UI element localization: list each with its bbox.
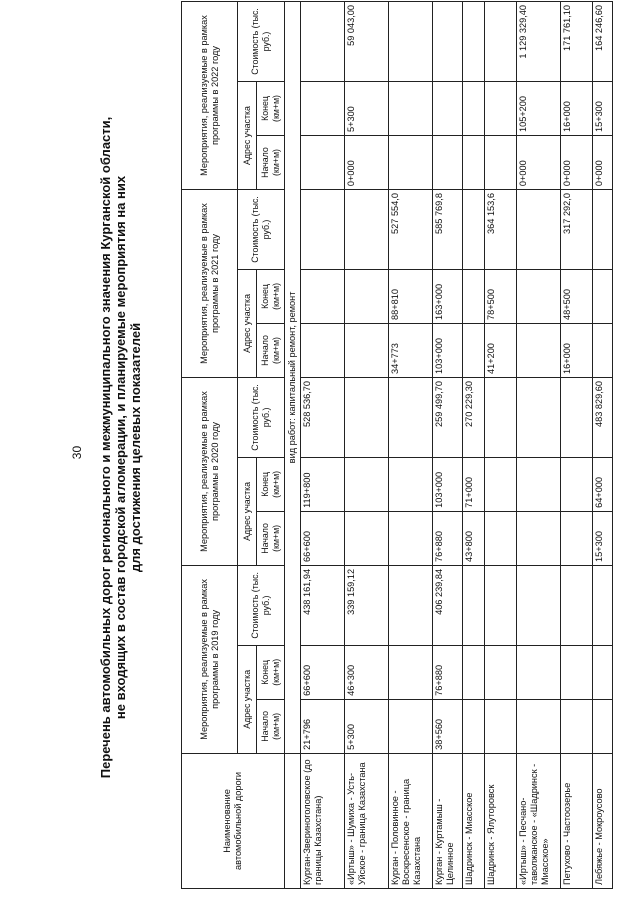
cost-cell	[517, 565, 561, 645]
cost-cell: 527 554,0	[389, 190, 433, 270]
start-cell: 0+000	[345, 136, 389, 190]
end-cell: 66+600	[301, 645, 345, 699]
start-cell	[463, 323, 485, 377]
end-cell	[463, 81, 485, 135]
address-header: Адрес участка	[238, 81, 257, 189]
year-group-header: Мероприятия, реализуемые в рамках программы в 2019 году	[182, 565, 238, 753]
cost-cell	[593, 190, 613, 270]
year-group-header: Мероприятия, реализуемые в рамках программы в 2021 году	[182, 190, 238, 378]
start-cell	[485, 511, 517, 565]
cost-cell: 585 769,8	[433, 190, 463, 270]
end-cell	[485, 457, 517, 511]
title-line: Перечень автомобильных дорог регионального и межмуниципального значения Курганской области,	[98, 116, 113, 779]
cost-cell	[517, 190, 561, 270]
end-cell	[301, 81, 345, 135]
start-cell	[463, 136, 485, 190]
work-type-row: вид работ: капитальный ремонт, ремонт	[285, 2, 301, 754]
cost-cell: 364 153,6	[485, 190, 517, 270]
cost-cell	[517, 378, 561, 458]
cost-cell: 164 246,60	[593, 2, 613, 82]
start-cell: 43+800	[463, 511, 485, 565]
cost-cell	[485, 2, 517, 82]
end-cell	[389, 457, 433, 511]
year-group-header: Мероприятия, реализуемые в рамках программы в 2022 году	[182, 2, 238, 190]
end-cell: 48+500	[561, 269, 593, 323]
start-cell: 0+000	[561, 136, 593, 190]
cost-header: Стоимость (тыс. руб.)	[238, 565, 285, 645]
table-row	[593, 2, 613, 889]
year-group-header: Мероприятия, реализуемые в рамках программы в 2020 году	[182, 378, 238, 566]
start-cell: 41+200	[485, 323, 517, 377]
start-cell	[517, 323, 561, 377]
end-cell	[485, 81, 517, 135]
cost-header: Стоимость (тыс. руб.)	[238, 2, 285, 82]
end-header: Конец (км+м)	[257, 269, 285, 323]
start-cell: 15+300	[593, 511, 613, 565]
start-cell	[485, 136, 517, 190]
end-cell	[301, 269, 345, 323]
page-number: 30	[70, 445, 84, 460]
cost-cell	[561, 565, 593, 645]
end-cell: 163+000	[433, 269, 463, 323]
start-cell: 0+000	[517, 136, 561, 190]
road-name-cell: Курган-Звериноголовское (до границы Казахстана)	[301, 753, 345, 888]
end-cell	[593, 645, 613, 699]
cost-cell: 1 129 329,40	[517, 2, 561, 82]
table-row	[389, 2, 433, 889]
start-cell	[389, 699, 433, 753]
end-cell: 76+880	[433, 645, 463, 699]
table-row	[345, 2, 389, 889]
start-header: Начало (км+м)	[257, 136, 285, 190]
cost-cell	[561, 378, 593, 458]
start-cell: 21+796	[301, 699, 345, 753]
cost-cell	[463, 2, 485, 82]
start-cell	[517, 511, 561, 565]
end-cell	[561, 645, 593, 699]
start-cell	[345, 511, 389, 565]
end-cell: 64+000	[593, 457, 613, 511]
start-header: Начало (км+м)	[257, 323, 285, 377]
cost-cell	[485, 565, 517, 645]
roads-table	[181, 1, 613, 889]
road-name-cell: «Иртыш» - Шумиха - Усть-Уйское - граница Казахстана	[345, 753, 389, 888]
start-cell	[433, 136, 463, 190]
start-cell	[593, 699, 613, 753]
start-cell: 16+000	[561, 323, 593, 377]
start-cell	[561, 511, 593, 565]
end-header: Конец (км+м)	[257, 645, 285, 699]
table-row	[517, 2, 561, 889]
road-name-cell: Курган - Половинное - Воскресенское - граница Казахстана	[389, 753, 433, 888]
start-cell	[389, 136, 433, 190]
cost-cell: 339 159,12	[345, 565, 389, 645]
title-line: не входящих в состав городской агломерации, и планируемые мероприятия на них	[113, 175, 128, 720]
end-cell	[517, 457, 561, 511]
start-cell: 38+560	[433, 699, 463, 753]
end-cell: 103+000	[433, 457, 463, 511]
cost-cell	[389, 378, 433, 458]
start-cell: 76+880	[433, 511, 463, 565]
cost-cell: 528 536,70	[301, 378, 345, 458]
end-cell	[345, 457, 389, 511]
address-header: Адрес участка	[238, 269, 257, 377]
table-row	[463, 2, 485, 889]
end-cell	[517, 645, 561, 699]
road-name-cell: Петухово - Частоозерье	[561, 753, 593, 888]
end-cell	[433, 81, 463, 135]
cost-cell	[389, 565, 433, 645]
cost-cell	[433, 2, 463, 82]
end-cell: 71+000	[463, 457, 485, 511]
address-header: Адрес участка	[238, 645, 257, 753]
start-cell	[345, 323, 389, 377]
table-row	[485, 2, 517, 889]
start-cell	[593, 323, 613, 377]
cost-cell: 270 229,30	[463, 378, 485, 458]
end-cell	[389, 645, 433, 699]
start-cell: 103+000	[433, 323, 463, 377]
end-header: Конец (км+м)	[257, 81, 285, 135]
end-header: Конец (км+м)	[257, 457, 285, 511]
end-cell: 5+300	[345, 81, 389, 135]
end-cell	[463, 645, 485, 699]
start-cell: 34+773	[389, 323, 433, 377]
start-cell	[517, 699, 561, 753]
road-name-cell: Курган - Куртамыш - Целинное	[433, 753, 463, 888]
road-name-cell: Шадринск - Ялуторовск	[485, 753, 517, 888]
end-cell: 105+200	[517, 81, 561, 135]
start-cell	[301, 323, 345, 377]
document-title	[98, 85, 143, 810]
table-row	[433, 2, 463, 889]
end-cell	[389, 81, 433, 135]
road-name-header: Наименование автомобильной дороги	[182, 753, 285, 888]
end-cell: 78+500	[485, 269, 517, 323]
cost-cell: 259 499,70	[433, 378, 463, 458]
end-cell	[463, 269, 485, 323]
end-cell: 16+000	[561, 81, 593, 135]
cost-cell	[389, 2, 433, 82]
start-cell	[463, 699, 485, 753]
start-cell	[301, 136, 345, 190]
end-cell: 15+300	[593, 81, 613, 135]
title-line: для достижения целевых показателей	[128, 322, 143, 573]
cost-cell	[463, 190, 485, 270]
start-cell: 66+600	[301, 511, 345, 565]
end-cell	[561, 457, 593, 511]
cost-cell	[301, 190, 345, 270]
start-cell	[389, 511, 433, 565]
cost-cell	[345, 190, 389, 270]
end-cell: 88+810	[389, 269, 433, 323]
start-cell	[561, 699, 593, 753]
end-cell	[485, 645, 517, 699]
cost-cell	[485, 378, 517, 458]
address-header: Адрес участка	[238, 457, 257, 565]
cost-cell: 317 292,0	[561, 190, 593, 270]
road-name-cell: Лебяжье - Мокроусово	[593, 753, 613, 888]
end-cell	[345, 269, 389, 323]
end-cell	[517, 269, 561, 323]
end-cell: 119+800	[301, 457, 345, 511]
cost-cell	[345, 378, 389, 458]
end-cell	[593, 269, 613, 323]
road-name-cell: Шадринск - Миасское	[463, 753, 485, 888]
start-header: Начало (км+м)	[257, 699, 285, 753]
cost-cell	[463, 565, 485, 645]
cost-header: Стоимость (тыс. руб.)	[238, 190, 285, 270]
start-cell: 0+000	[593, 136, 613, 190]
cost-cell: 438 161,94	[301, 565, 345, 645]
cost-cell: 406 239,84	[433, 565, 463, 645]
cost-cell: 59 043,00	[345, 2, 389, 82]
start-header: Начало (км+м)	[257, 511, 285, 565]
start-cell	[485, 699, 517, 753]
work-type-cell-empty	[285, 753, 301, 888]
cost-cell	[301, 2, 345, 82]
table-row	[301, 2, 345, 889]
cost-cell	[593, 565, 613, 645]
end-cell: 46+300	[345, 645, 389, 699]
cost-cell: 483 829,60	[593, 378, 613, 458]
cost-cell: 171 761,10	[561, 2, 593, 82]
start-cell: 5+300	[345, 699, 389, 753]
road-name-cell: «Иртыш» - Песчано-таволжанское - «Шадринск - Миасское»	[517, 753, 561, 888]
table-row	[561, 2, 593, 889]
cost-header: Стоимость (тыс. руб.)	[238, 378, 285, 458]
